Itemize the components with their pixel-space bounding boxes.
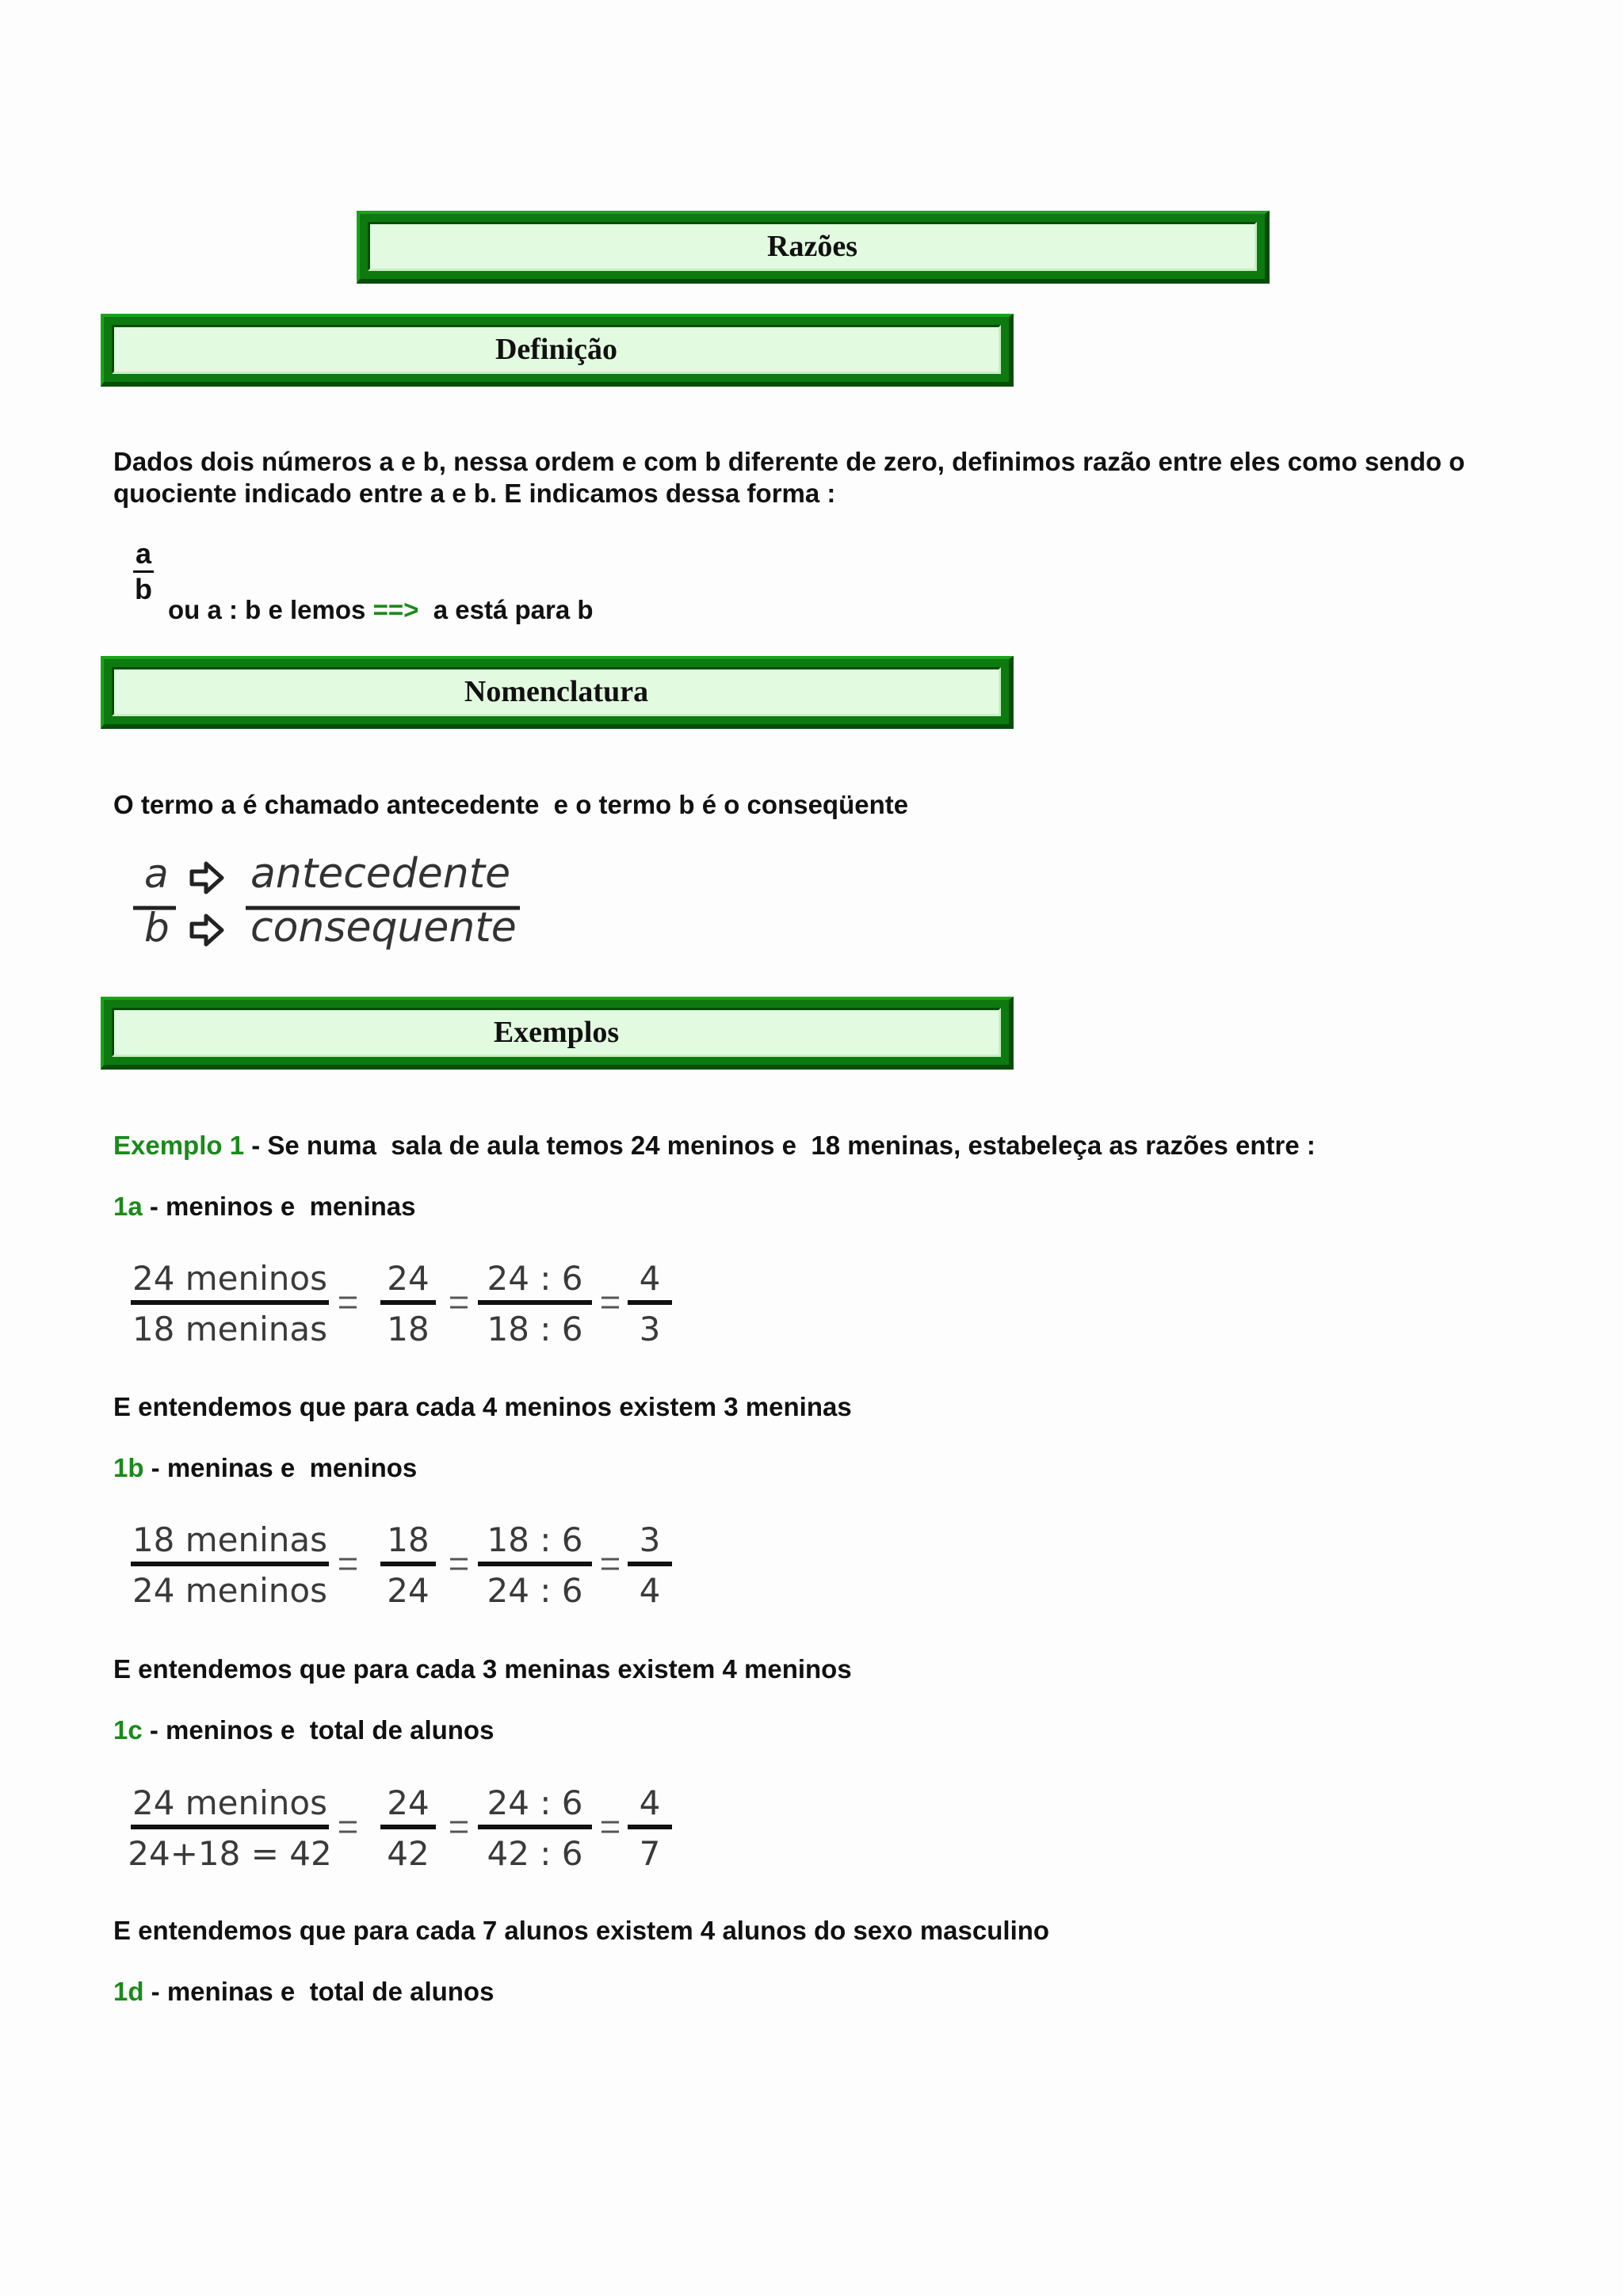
equals-sign bbox=[601, 1822, 619, 1832]
item-title: - meninas e meninos bbox=[143, 1453, 418, 1482]
fraction-denominator: 24 bbox=[387, 1571, 430, 1610]
example-item-title bbox=[113, 1714, 494, 1746]
reading-part2: a está para b bbox=[418, 595, 594, 624]
fraction-denominator: 18 meninas bbox=[132, 1310, 328, 1348]
equals-sign bbox=[339, 1559, 357, 1569]
fraction-denominator: 24 meninos bbox=[132, 1571, 328, 1610]
section-banner-exemplos bbox=[101, 997, 1014, 1070]
equals-sign bbox=[601, 1559, 619, 1569]
item-label: 1b bbox=[113, 1453, 144, 1482]
fraction-numerator: 24 meninos bbox=[132, 1259, 328, 1298]
section-banner-inner bbox=[112, 325, 1001, 374]
item-label: 1d bbox=[113, 1977, 144, 2006]
example-item-title bbox=[113, 1976, 494, 2008]
fraction-numerator: 4 bbox=[639, 1259, 661, 1298]
section-banner-inner bbox=[112, 1008, 1001, 1057]
nomenclature-sentence: O termo a é chamado antecedente e o termo b é o conseqüente bbox=[113, 790, 909, 819]
equals-sign bbox=[601, 1298, 619, 1307]
arrow-right-icon bbox=[192, 916, 222, 944]
diagram-top-word: antecedente bbox=[250, 850, 511, 898]
fraction-chain bbox=[127, 1776, 697, 1879]
antecedent-consequent-diagram bbox=[127, 848, 539, 967]
section-banner-inner bbox=[112, 667, 1001, 716]
fraction-numerator: 24 bbox=[387, 1783, 430, 1822]
fraction-denominator: 42 bbox=[387, 1834, 430, 1873]
equals-sign bbox=[450, 1559, 468, 1569]
fraction-denominator: 24+18 = 42 bbox=[128, 1834, 332, 1873]
ab-fraction-denominator: b bbox=[135, 573, 152, 605]
reading-part1: ou a : b e lemos bbox=[168, 595, 373, 624]
title-banner-inner bbox=[368, 222, 1257, 271]
fraction-denominator: 24 : 6 bbox=[487, 1571, 583, 1610]
fraction-numerator: 18 meninas bbox=[132, 1520, 328, 1559]
fraction-numerator: 24 meninos bbox=[132, 1783, 328, 1822]
item-title: - meninos e meninas bbox=[142, 1192, 416, 1221]
section-banner-nomenclatura bbox=[101, 656, 1014, 729]
fraction-chain bbox=[127, 1513, 697, 1616]
section-banner-definicao bbox=[101, 314, 1014, 387]
ab-fraction-numerator: a bbox=[135, 537, 152, 570]
equals-sign bbox=[450, 1822, 468, 1832]
fraction-numerator: 18 bbox=[387, 1520, 430, 1559]
example-conclusion: E entendemos que para cada 3 meninas existem 4 meninos bbox=[113, 1654, 852, 1684]
section-title-exemplos: Exemplos bbox=[493, 1016, 620, 1049]
equals-sign bbox=[339, 1298, 357, 1307]
ab-fraction bbox=[133, 539, 154, 605]
example-item-title bbox=[113, 1191, 415, 1222]
example-statement: - Se numa sala de aula temos 24 meninos e 18 meninas, estabeleça as razões entre : bbox=[244, 1131, 1316, 1160]
diagram-top-letter: a bbox=[144, 851, 169, 897]
page-title: Razões bbox=[767, 230, 857, 263]
item-label: 1c bbox=[113, 1715, 143, 1745]
example-label: Exemplo 1 bbox=[113, 1131, 245, 1160]
diagram-bottom-word: consequente bbox=[250, 904, 517, 952]
reading-arrow: ==> bbox=[372, 595, 419, 624]
fraction-numerator: 18 : 6 bbox=[487, 1520, 583, 1559]
fraction-numerator: 24 : 6 bbox=[487, 1259, 583, 1298]
fraction-numerator: 24 bbox=[387, 1259, 430, 1298]
example-intro bbox=[113, 1130, 1316, 1161]
section-title-nomenclatura: Nomenclatura bbox=[464, 675, 649, 708]
fraction-numerator: 24 : 6 bbox=[487, 1783, 583, 1822]
equals-sign bbox=[339, 1822, 357, 1832]
fraction-denominator: 4 bbox=[639, 1571, 661, 1610]
fraction-numerator: 4 bbox=[639, 1783, 661, 1822]
example-conclusion: E entendemos que para cada 7 alunos existem 4 alunos do sexo masculino bbox=[113, 1916, 1050, 1945]
definition-reading-line bbox=[168, 594, 594, 626]
equals-sign bbox=[450, 1298, 468, 1307]
fraction-denominator: 18 bbox=[387, 1310, 430, 1348]
fraction-numerator: 3 bbox=[639, 1520, 661, 1559]
fraction-denominator: 42 : 6 bbox=[487, 1834, 583, 1873]
example-item-title bbox=[113, 1452, 417, 1484]
diagram-bottom-letter: b bbox=[144, 905, 170, 951]
arrow-right-icon bbox=[192, 864, 222, 892]
example-conclusion: E entendemos que para cada 4 meninos existem 3 meninas bbox=[113, 1392, 852, 1421]
title-banner bbox=[357, 211, 1270, 284]
fraction-denominator: 7 bbox=[639, 1834, 661, 1873]
item-title: - meninas e total de alunos bbox=[143, 1977, 495, 2006]
section-title-definicao: Definição bbox=[495, 333, 618, 366]
fraction-chain bbox=[127, 1252, 697, 1355]
item-title: - meninos e total de alunos bbox=[142, 1715, 495, 1745]
fraction-denominator: 18 : 6 bbox=[487, 1310, 583, 1348]
item-label: 1a bbox=[113, 1192, 143, 1221]
fraction-denominator: 3 bbox=[639, 1310, 661, 1348]
definition-paragraph: Dados dois números a e b, nessa ordem e com b diferente de zero, definimos razão entre eles como sendo o quociente indicado entre a e b. E indicamos dessa forma : bbox=[113, 447, 1465, 508]
